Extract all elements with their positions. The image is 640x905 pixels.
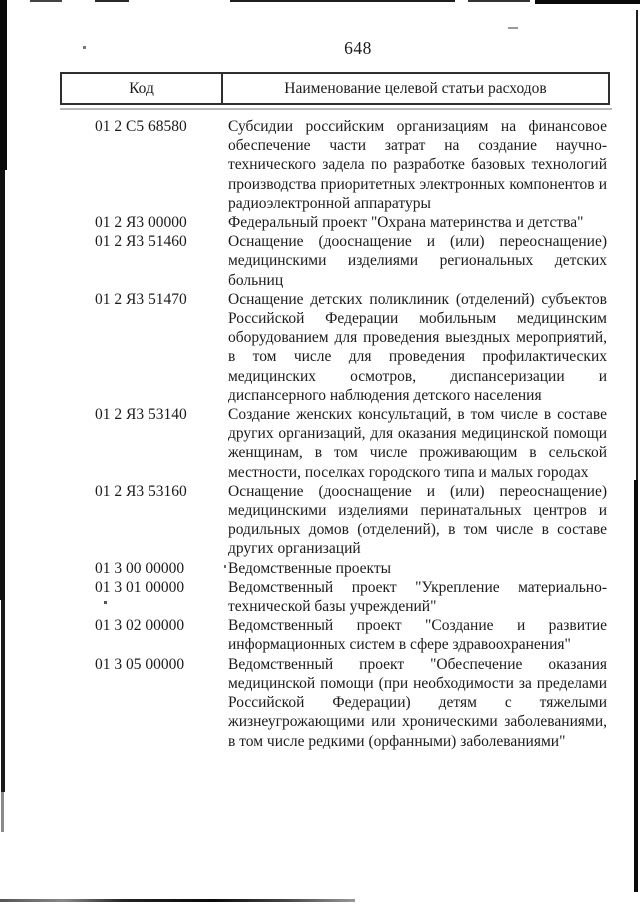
- scan-artifact-top-edge: [95, 0, 129, 2]
- expense-table-body: [60, 117, 610, 751]
- row-code: 01 3 02 00000: [95, 617, 185, 635]
- scan-artifact-top-edge: [30, 0, 62, 2]
- row-code: 01 2 Я3 00000: [95, 214, 187, 232]
- scan-artifact-speck: [83, 46, 86, 49]
- row-code: 01 2 Я3 53140: [95, 406, 187, 424]
- table-row: [60, 213, 610, 232]
- table-row: [60, 655, 610, 751]
- expense-table-header: [60, 72, 610, 105]
- scan-artifact-left-bar: [0, 170, 5, 600]
- row-code: 01 2 Я3 53160: [95, 482, 187, 500]
- row-name: Ведомственный проект "Обеспечение оказания медицинской помощи (при необходимости за пределами Российской Федерации) детям с тяжелыми жизнеугрожающими или хроническими заболеваниями, в том числе редкими (орфанными) заболеваниями": [228, 655, 607, 750]
- row-name: Создание женских консультаций, в том числе в составе других организаций, для оказания медицинской помощи женщинам, в том числе проживающим в сельской местности, поселках городского типа и малых городах: [228, 406, 607, 481]
- row-code: 01 2 Я3 51470: [95, 290, 187, 308]
- row-code: 01 3 01 00000: [95, 578, 185, 596]
- scan-artifact-top-edge: [468, 0, 530, 2]
- scan-artifact-speck: [508, 27, 518, 29]
- scan-artifact-top-edge: [230, 0, 455, 2]
- table-row: [60, 405, 610, 482]
- scan-artifact-top-edge: [535, 0, 640, 4]
- column-header-name: Наименование целевой статьи расходов: [284, 79, 547, 97]
- row-name: Ведомственный проект "Создание и развитие информационных систем в сфере здравоохранения": [228, 617, 607, 654]
- table-row: [60, 616, 610, 654]
- row-name: Оснащение (дооснащение и (или) переоснащение) медицинскими изделиями перинатальных центров и родильных домов (отделений), в том числе в составе других организаций: [228, 482, 607, 558]
- row-name: Ведомственный проект "Укрепление материально-технической базы учреждений": [228, 578, 607, 616]
- table-row: [60, 232, 610, 290]
- scan-artifact-right-edge: [636, 10, 638, 480]
- scan-artifact-bottom-edge: [0, 899, 355, 902]
- scan-artifact-right-edge: [634, 480, 638, 892]
- table-row: [60, 117, 610, 213]
- table-row: [60, 578, 610, 616]
- row-name: Субсидии российским организациям на финансовое обеспечение части затрат на создание научно-технического задела по разработке базовых технологий производства приоритетных электронных компонентов и радиоэлектронной аппаратуры: [228, 118, 607, 212]
- table-row: [60, 290, 610, 405]
- row-name: Оснащение детских поликлиник (отделений) субъектов Российской Федерации мобильным медицинским оборудованием для проведения выездных мероприятий, в том числе для проведения профилактических медицинских осмотров, диспансеризации и диспансерного наблюдения детского населения: [228, 290, 607, 404]
- row-code: 01 3 05 00000: [95, 655, 185, 673]
- table-row: [60, 559, 610, 578]
- table-row: [60, 482, 610, 559]
- row-code: 01 3 00 00000: [95, 559, 185, 577]
- row-name: Ведомственные проекты: [228, 559, 392, 577]
- page-number: 648: [344, 38, 372, 58]
- row-code: 01 2 C5 68580: [95, 118, 187, 135]
- scan-artifact-left-bar: [0, 0, 7, 170]
- row-name: Оснащение (дооснащение и (или) переоснащение) медицинскими изделиями региональных детских больниц: [228, 233, 607, 289]
- row-name: Федеральный проект "Охрана материнства и детства": [228, 214, 584, 232]
- scan-artifact-header-shadow: [60, 108, 612, 110]
- scan-artifact-left-bar: [1, 600, 5, 792]
- row-code: 01 2 Я3 51460: [95, 233, 187, 251]
- scan-artifact-left-bar: [1, 792, 4, 832]
- column-header-code: Код: [62, 74, 223, 103]
